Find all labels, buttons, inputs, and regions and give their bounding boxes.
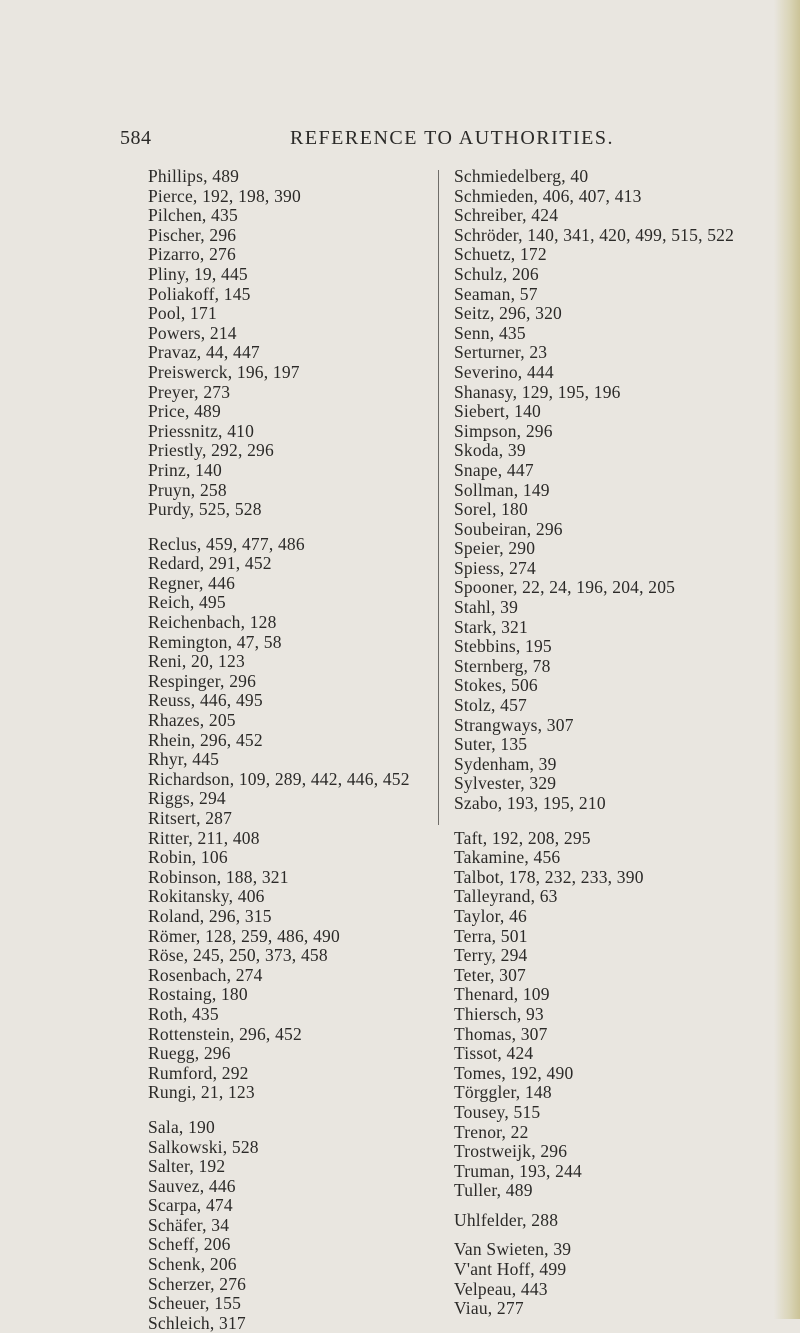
- index-entry: Schröder, 140, 341, 420, 499, 515, 522: [454, 224, 735, 245]
- index-entry: Schmiedelberg, 40: [454, 166, 589, 186]
- index-entry: Severino, 444: [454, 361, 554, 382]
- index-entry: Rhazes, 205: [148, 710, 236, 731]
- index-entry: Roland, 296, 315: [148, 905, 272, 926]
- index-entry: Schmieden, 406, 407, 413: [454, 185, 642, 206]
- index-entry: Reclus, 459, 477, 486: [148, 533, 305, 554]
- index-entry: Uhlfelder, 288: [454, 1209, 559, 1230]
- index-entry: Schuetz, 172: [454, 244, 547, 265]
- index-entry: Seaman, 57: [454, 283, 538, 304]
- index-entry: Schleich, 317: [148, 1312, 246, 1333]
- index-entry: Viau, 277: [454, 1298, 524, 1319]
- index-entry: Röse, 245, 250, 373, 458: [148, 945, 328, 966]
- index-entry: Robinson, 188, 321: [148, 866, 289, 887]
- index-entry: Riggs, 294: [148, 788, 226, 809]
- index-entry: Ruegg, 296: [148, 1043, 231, 1064]
- index-entry: Rhyr, 445: [148, 749, 220, 770]
- index-entry: Trenor, 22: [454, 1121, 529, 1142]
- index-entry: Robin, 106: [148, 847, 228, 868]
- index-entry: Tousey, 515: [454, 1101, 541, 1122]
- index-entry: Reichenbach, 128: [148, 612, 277, 633]
- index-entry: Salkowski, 528: [148, 1136, 259, 1157]
- index-entry: Thomas, 307: [454, 1023, 548, 1044]
- index-entry: Rosenbach, 274: [148, 964, 263, 985]
- page-number: 584: [120, 127, 152, 149]
- index-entry: Speier, 290: [454, 538, 536, 559]
- index-entry: Thenard, 109: [454, 984, 550, 1005]
- running-head: REFERENCE TO AUTHORITIES.: [290, 127, 614, 149]
- index-entry: Sternberg, 78: [454, 655, 551, 676]
- index-column-right: [454, 167, 774, 1319]
- index-entry: Prinz, 140: [148, 459, 222, 480]
- index-entry: Skoda, 39: [454, 440, 526, 461]
- index-entry: Pizarro, 276: [148, 244, 236, 265]
- index-entry: Richardson, 109, 289, 442, 446, 452: [148, 768, 410, 789]
- index-entry: Priessnitz, 410: [148, 420, 255, 441]
- index-entry: Tissot, 424: [454, 1043, 534, 1064]
- group-separator: [454, 814, 774, 829]
- index-entry: Stokes, 506: [454, 675, 538, 696]
- page-edge-discoloration: [774, 0, 800, 1319]
- index-entry: Schäfer, 34: [148, 1214, 230, 1235]
- index-entry: Tomes, 192, 490: [454, 1062, 574, 1083]
- index-entry: Taft, 192, 208, 295: [454, 827, 591, 848]
- index-entry: Spooner, 22, 24, 196, 204, 205: [454, 577, 676, 598]
- index-entry: Remington, 47, 58: [148, 631, 282, 652]
- index-entry: Rhein, 296, 452: [148, 729, 263, 750]
- index-entry: Pool, 171: [148, 303, 217, 324]
- index-entry: Stebbins, 195: [454, 636, 552, 657]
- index-entry: Truman, 193, 244: [454, 1160, 582, 1181]
- index-entry: Scheuer, 155: [148, 1293, 242, 1314]
- index-entry: Talbot, 178, 232, 233, 390: [454, 866, 644, 887]
- index-entry: Stahl, 39: [454, 597, 519, 618]
- index-entry: Szabo, 193, 195, 210: [454, 793, 606, 813]
- index-entry: Redard, 291, 452: [148, 553, 272, 574]
- index-entry: Van Swieten, 39: [454, 1239, 572, 1260]
- index-entry: Scheff, 206: [148, 1234, 231, 1255]
- index-entry: Strangways, 307: [454, 714, 574, 735]
- index-entry: Simpson, 296: [454, 420, 553, 441]
- index-entry: Rokitansky, 406: [148, 886, 265, 907]
- index-entry: Purdy, 525, 528: [148, 499, 262, 520]
- index-entry: Reuss, 446, 495: [148, 690, 263, 711]
- index-entry: Tuller, 489: [454, 1180, 533, 1201]
- index-entry: Soubeiran, 296: [454, 518, 563, 539]
- index-entry: Talleyrand, 63: [454, 886, 558, 907]
- index-entry: Poliakoff, 145: [148, 283, 251, 304]
- index-entry: Powers, 214: [148, 322, 237, 343]
- index-entry: Pilchen, 435: [148, 205, 238, 226]
- index-entry: Reich, 495: [148, 592, 226, 613]
- index-entry: Schulz, 206: [454, 263, 539, 284]
- index-entry: Scherzer, 276: [148, 1273, 247, 1294]
- index-entry: Schenk, 206: [148, 1254, 237, 1275]
- index-entry: Sylvester, 329: [454, 773, 557, 794]
- index-entry: Taylor, 46: [454, 905, 527, 926]
- index-entry: Sollman, 149: [454, 479, 550, 500]
- index-entry: Priestly, 292, 296: [148, 440, 274, 461]
- index-entry: Takamine, 456: [454, 847, 561, 868]
- index-entry: Serturner, 23: [454, 342, 548, 363]
- index-entry: Stark, 321: [454, 616, 528, 637]
- index-entry: Schreiber, 424: [454, 205, 559, 226]
- index-entry: Spiess, 274: [454, 557, 536, 578]
- index-entry: Ritsert, 287: [148, 808, 233, 828]
- index-entry: Preiswerck, 196, 197: [148, 361, 300, 382]
- index-entry: Sauvez, 446: [148, 1175, 236, 1196]
- index-entry: Terry, 294: [454, 945, 528, 966]
- index-entry: Törggler, 148: [454, 1082, 552, 1103]
- index-entry: Pierce, 192, 198, 390: [148, 185, 301, 206]
- index-column-left: [148, 167, 438, 1333]
- index-entry: Phillips, 489: [148, 166, 240, 186]
- index-entry: Pischer, 296: [148, 224, 237, 245]
- index-entry: Seitz, 296, 320: [454, 303, 562, 324]
- index-entry: Suter, 135: [454, 734, 528, 755]
- index-entry: Preyer, 273: [148, 381, 231, 402]
- index-entry: Teter, 307: [454, 964, 526, 985]
- index-entry: Velpeau, 443: [454, 1278, 548, 1299]
- index-entry: Price, 489: [148, 401, 221, 422]
- index-entry: V'ant Hoff, 499: [454, 1259, 567, 1280]
- index-entry: Pruyn, 258: [148, 479, 227, 500]
- index-entry: Roth, 435: [148, 1003, 219, 1024]
- index-entry: Terra, 501: [454, 925, 528, 946]
- page-header: [120, 127, 614, 155]
- group-separator: [148, 1103, 438, 1118]
- index-entry: Respinger, 296: [148, 670, 257, 691]
- index-entry: Trostweijk, 296: [454, 1141, 568, 1162]
- index-entry: Senn, 435: [454, 322, 526, 343]
- index-entry: Scarpa, 474: [148, 1195, 233, 1216]
- index-entry: Stolz, 457: [454, 695, 527, 716]
- index-entry: Salter, 192: [148, 1156, 226, 1177]
- index-entry: Snape, 447: [454, 459, 534, 480]
- column-divider: [438, 170, 439, 825]
- index-entry: Rumford, 292: [148, 1062, 249, 1083]
- index-entry: Sydenham, 39: [454, 753, 557, 774]
- index-entry: Sala, 190: [148, 1116, 215, 1137]
- index-entry: Pravaz, 44, 447: [148, 342, 260, 363]
- index-entry: Ritter, 211, 408: [148, 827, 260, 848]
- group-separator: [148, 520, 438, 535]
- index-entry: Regner, 446: [148, 572, 236, 593]
- index-entry: Thiersch, 93: [454, 1003, 544, 1024]
- index-entry: Rostaing, 180: [148, 984, 248, 1005]
- index-entry: Shanasy, 129, 195, 196: [454, 381, 621, 402]
- index-entry: Siebert, 140: [454, 401, 541, 422]
- index-entry: Reni, 20, 123: [148, 651, 245, 672]
- index-entry: Rottenstein, 296, 452: [148, 1023, 302, 1044]
- index-entry: Sorel, 180: [454, 499, 528, 520]
- index-entry: Römer, 128, 259, 486, 490: [148, 925, 340, 946]
- index-entry: Rungi, 21, 123: [148, 1082, 255, 1103]
- index-entry: Pliny, 19, 445: [148, 263, 248, 284]
